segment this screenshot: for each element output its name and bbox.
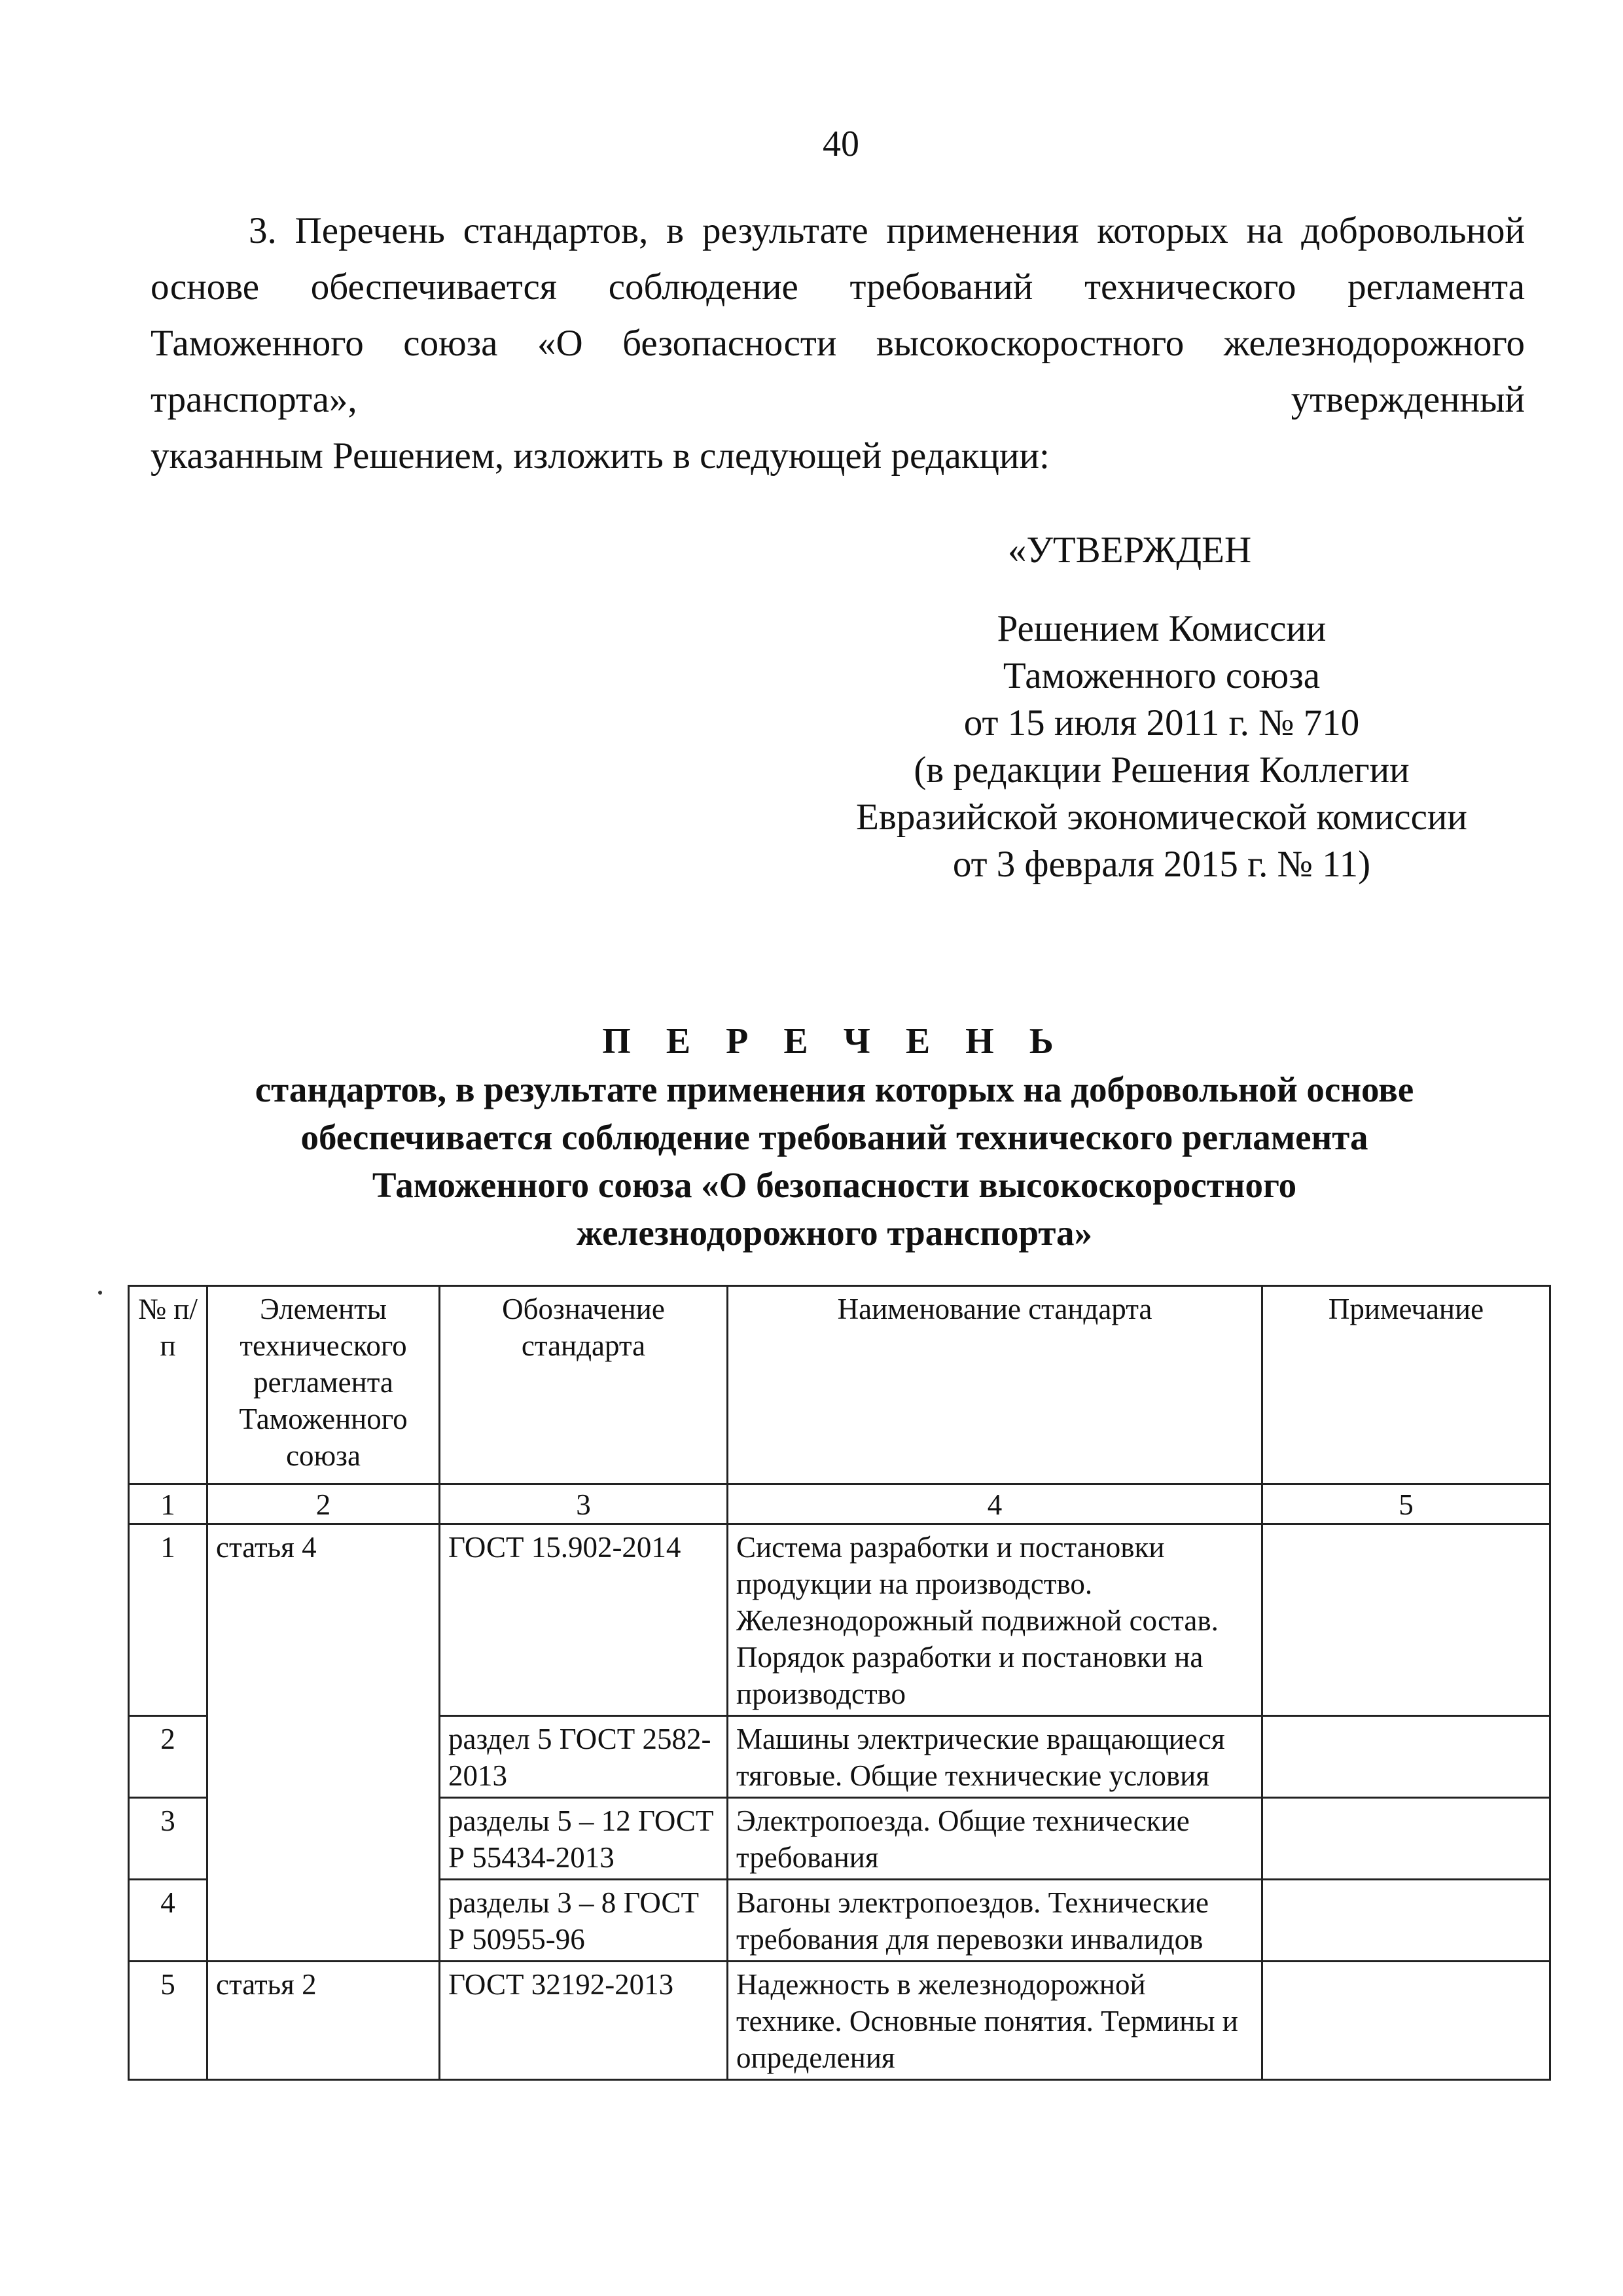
title-line: железнодорожного транспорта» [576,1213,1093,1253]
approved-line: Решением Комиссии [997,608,1327,649]
row-number: 4 [129,1880,207,1962]
approved-line: Евразийской экономической комиссии [856,797,1467,838]
row-number: 2 [129,1716,207,1798]
row-note [1262,1880,1550,1962]
row-standard-name: Электропоезда. Общие технические требования [728,1798,1262,1880]
approved-heading: «УТВЕРЖДЕН [1008,529,1252,571]
title-line: обеспечивается соблюдение требований технического регламента [300,1117,1368,1157]
row-designation: раздел 5 ГОСТ 2582-2013 [440,1716,728,1798]
table-row [129,1962,1550,2080]
intro-text: 3. Перечень стандартов, в результате применения которых на добровольной основе обеспечивается соблюдение требований технического регламента Таможенного союза «О безопасности высокоскоростного железнодорожного транспорта», утвержденный [151,210,1525,420]
approved-line: от 15 июля 2011 г. № 710 [963,702,1360,744]
column-number-row [129,1484,1550,1524]
title-line: стандартов, в результате применения которых на добровольной основе [255,1069,1414,1109]
header-number: № п/п [129,1286,207,1484]
row-number: 1 [129,1524,207,1716]
standards-table [128,1285,1551,2081]
scan-dot [98,1291,102,1295]
row-note [1262,1798,1550,1880]
header-standard-name: Наименование стандарта [728,1286,1262,1484]
row-designation: разделы 5 – 12 ГОСТ Р 55434-2013 [440,1798,728,1880]
row-standard-name: Надежность в железнодорожной технике. Основные понятия. Термины и определения [728,1962,1262,2080]
column-number: 2 [207,1484,440,1524]
intro-paragraph [151,203,1525,484]
approved-line: (в редакции Решения Коллегии [914,749,1410,791]
row-note [1262,1716,1550,1798]
approved-line: Таможенного союза [1003,655,1321,696]
row-note [1262,1524,1550,1716]
row-element: статья 4 [207,1524,440,1962]
row-standard-name: Вагоны электропоездов. Технические требования для перевозки инвалидов [728,1880,1262,1962]
row-standard-name: Система разработки и постановки продукции на производство. Железнодорожный подвижной состав. Порядок разработки и постановки на производство [728,1524,1262,1716]
table-row [129,1524,1550,1716]
row-number: 3 [129,1798,207,1880]
header-designation: Обозначение стандарта [440,1286,728,1484]
header-element: Элементы технического регламента Таможенного союза [207,1286,440,1484]
row-standard-name: Машины электрические вращающиеся тяговые. Общие технические условия [728,1716,1262,1798]
title-line: Таможенного союза «О безопасности высокоскоростного [372,1165,1297,1205]
approved-line: от 3 февраля 2015 г. № 11) [952,844,1371,885]
row-note [1262,1962,1550,2080]
row-number: 5 [129,1962,207,2080]
row-designation: ГОСТ 32192-2013 [440,1962,728,2080]
header-note: Примечание [1262,1286,1550,1484]
document-title [131,1018,1538,1257]
title-heading: П Е Р Е Ч Е Н Ь [602,1021,1067,1062]
row-designation: ГОСТ 15.902-2014 [440,1524,728,1716]
intro-last-line: указанным Решением, изложить в следующей редакции: [151,435,1050,476]
row-element: статья 2 [207,1962,440,2080]
column-number: 1 [129,1484,207,1524]
approved-lines [785,605,1538,888]
column-number: 4 [728,1484,1262,1524]
page-number: 40 [823,124,859,164]
table-header-row [129,1286,1550,1484]
column-number: 3 [440,1484,728,1524]
row-designation: разделы 3 – 8 ГОСТ Р 50955-96 [440,1880,728,1962]
column-number: 5 [1262,1484,1550,1524]
